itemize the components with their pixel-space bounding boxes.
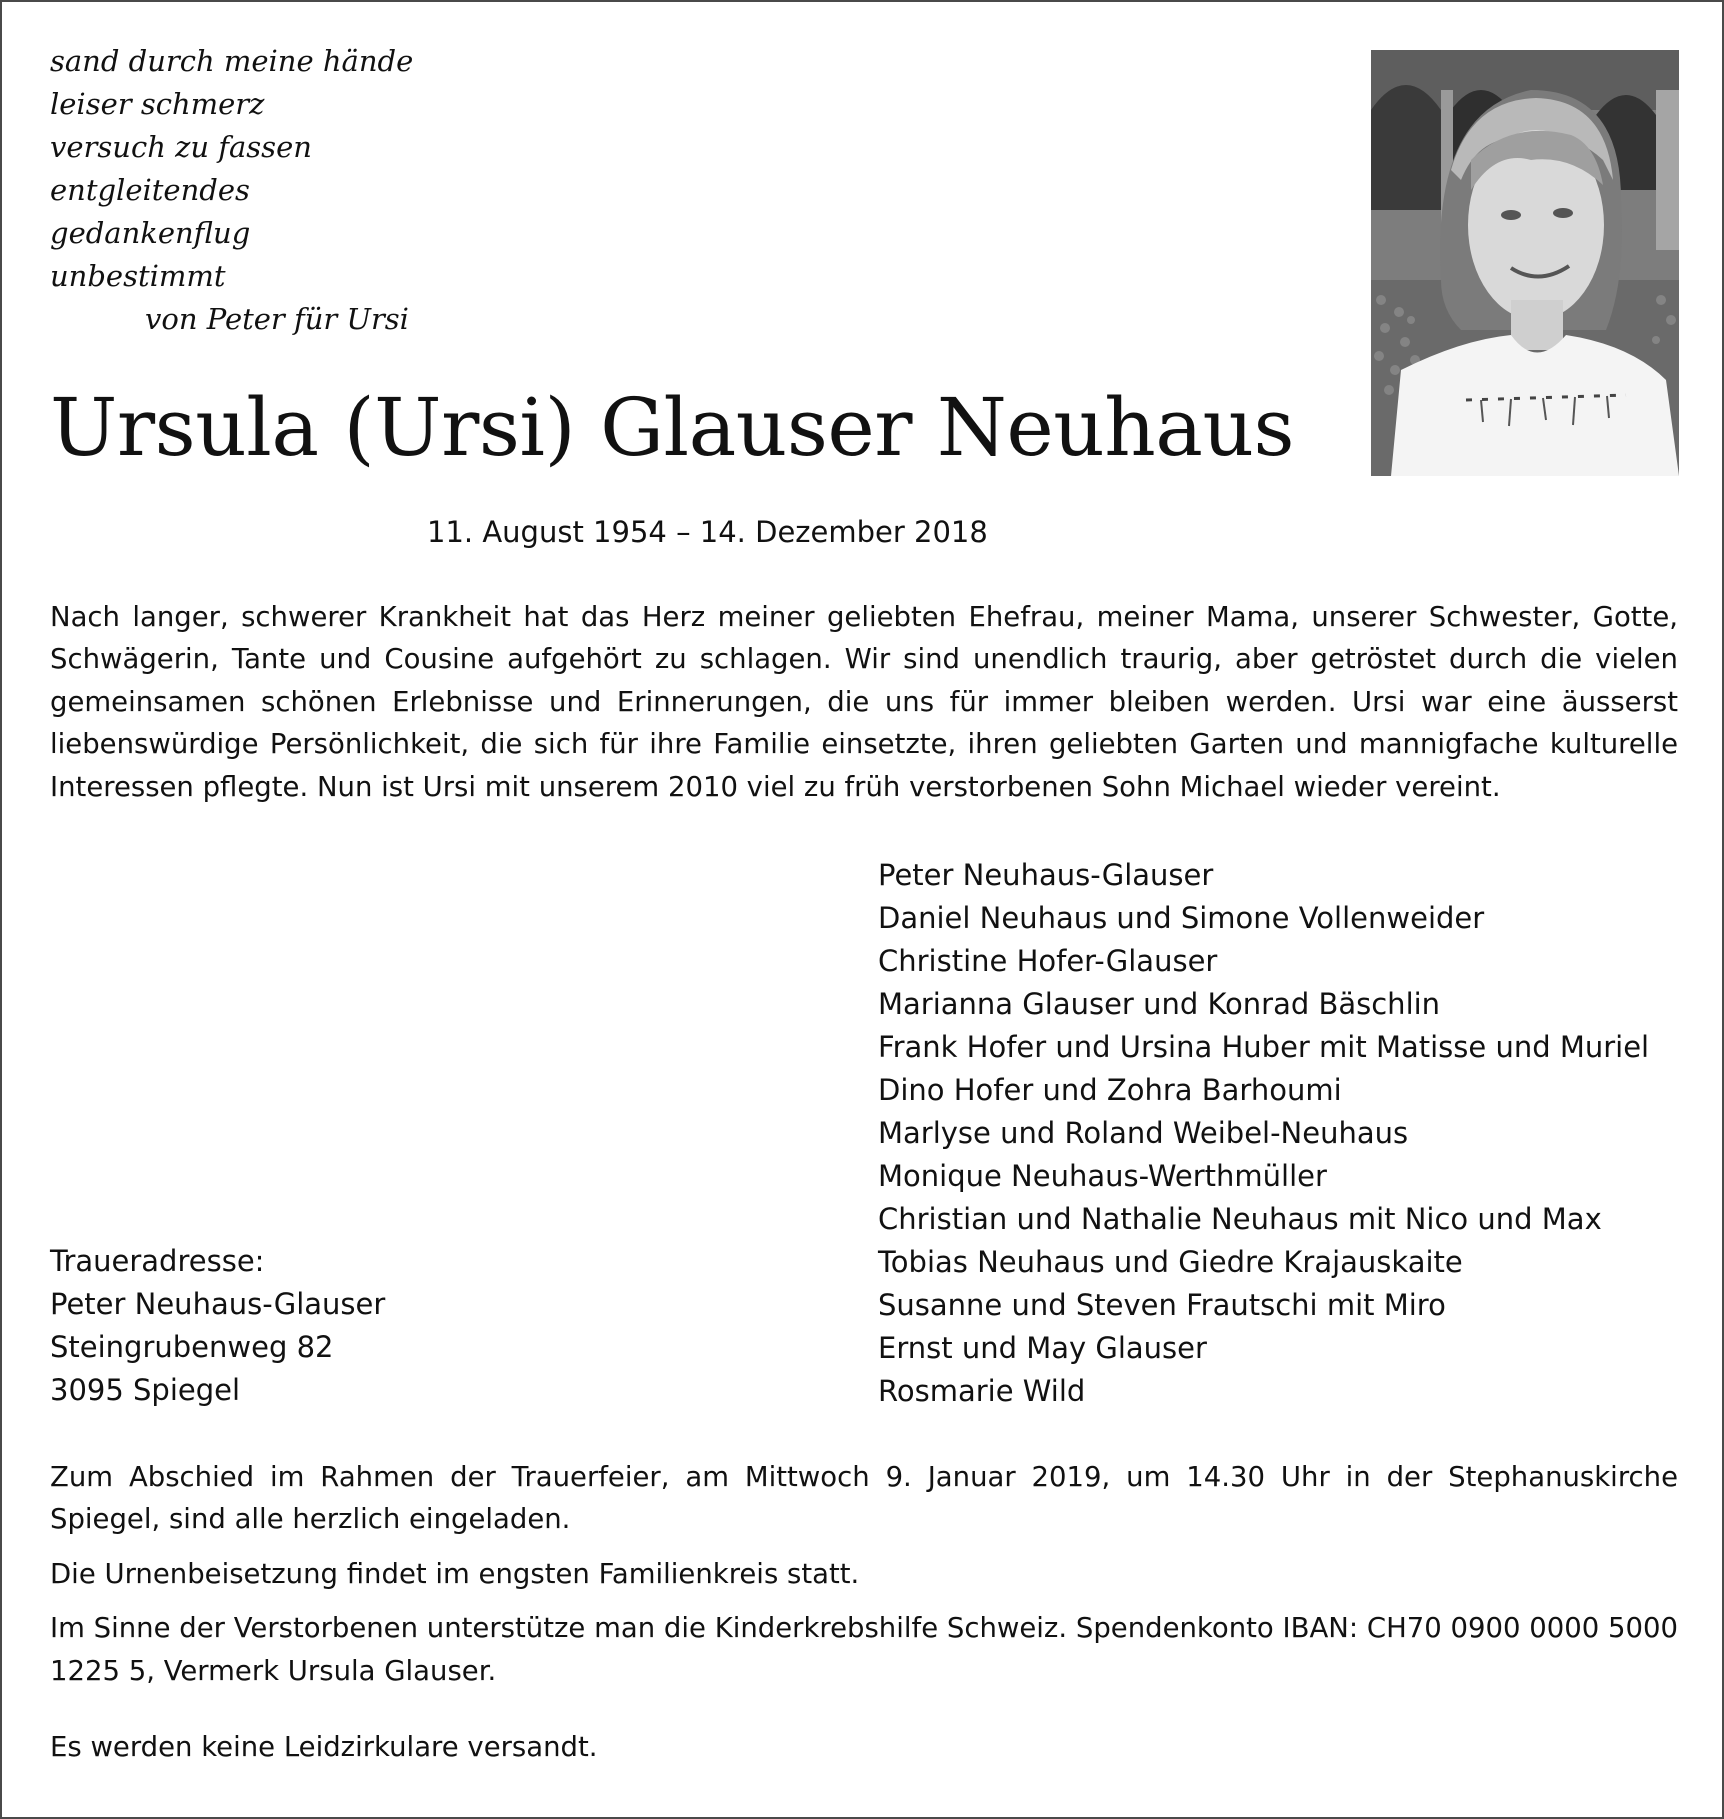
- mourning-address: [50, 1240, 385, 1412]
- mourner: Peter Neuhaus-Glauser: [878, 858, 1214, 892]
- poem-line: sand durch meine hände: [50, 44, 414, 78]
- poem-signature: von Peter für Ursi: [145, 302, 409, 336]
- mourner: Susanne und Steven Frautschi mit Miro: [878, 1288, 1446, 1322]
- address-city: 3095 Spiegel: [50, 1373, 241, 1407]
- closing-section: [50, 1456, 1678, 1780]
- mourner: Monique Neuhaus-Werthmüller: [878, 1159, 1327, 1193]
- life-dates: 11. August 1954 – 14. Dezember 2018: [427, 515, 988, 549]
- mourner: Daniel Neuhaus und Simone Vollenweider: [878, 901, 1485, 935]
- mourner: Marianna Glauser und Konrad Bäschlin: [878, 987, 1441, 1021]
- poem: [50, 40, 413, 341]
- poem-line: entgleitendes: [50, 173, 250, 207]
- poem-line: unbestimmt: [50, 259, 226, 293]
- deceased-name: Ursula (Ursi) Glauser Neuhaus: [50, 381, 1295, 474]
- address-street: Steingrubenweg 82: [50, 1330, 334, 1364]
- ceremony-paragraph: Zum Abschied im Rahmen der Trauerfeier, am Mittwoch 9. Januar 2019, um 14.30 Uhr in der Stephanuskirche Spiegel, sind alle herzlich eingeladen.: [50, 1461, 1678, 1536]
- poem-line: versuch zu fassen: [50, 130, 312, 164]
- address-name: Peter Neuhaus-Glauser: [50, 1287, 386, 1321]
- mourner: Frank Hofer und Ursina Huber mit Matisse und Muriel: [878, 1030, 1650, 1064]
- mourner: Rosmarie Wild: [878, 1374, 1086, 1408]
- mourner: Christine Hofer-Glauser: [878, 944, 1218, 978]
- burial-paragraph: Die Urnenbeisetzung findet im engsten Familienkreis statt.: [50, 1557, 860, 1590]
- mourner: Dino Hofer und Zohra Barhoumi: [878, 1073, 1342, 1107]
- mourner: Tobias Neuhaus und Giedre Krajauskaite: [878, 1245, 1463, 1279]
- portrait-photo: [1371, 50, 1679, 476]
- intro-paragraph: Nach langer, schwerer Krankheit hat das Herz meiner geliebten Ehefrau, meiner Mama, unserer Schwester, Gotte, Schwägerin, Tante und Cousine aufgehört zu schlagen. Wir sind unendlich traurig, aber getröstet durch die vielen gemeinsamen schönen Erlebnisse und Erinnerungen, die uns für immer bleiben werden. Ursi war eine äusserst liebenswürdige Persönlichkeit, die sich für ihre Familie einsetzte, ihren geliebten Garten und mannigfache kulturelle Interessen pflegte. Nun ist Ursi mit unserem 2010 viel zu früh verstorbenen Sohn Michael wieder vereint.: [50, 601, 1678, 803]
- donation-paragraph: Im Sinne der Verstorbenen unterstütze man die Kinderkrebshilfe Schweiz. Spendenkonto IBAN: CH70 0900 0000 5000 1225 5, Vermerk Ursula Glauser.: [50, 1612, 1678, 1687]
- mourners-list: [878, 854, 1649, 1413]
- poem-line: leiser schmerz: [50, 87, 265, 121]
- address-label: Traueradresse:: [50, 1244, 265, 1278]
- mourner: Ernst und May Glauser: [878, 1331, 1207, 1365]
- poem-line: gedankenflug: [50, 216, 251, 250]
- no-circulars-note: Es werden keine Leidzirkulare versandt.: [50, 1731, 598, 1764]
- mourner: Marlyse und Roland Weibel-Neuhaus: [878, 1116, 1409, 1150]
- mourner: Christian und Nathalie Neuhaus mit Nico und Max: [878, 1202, 1602, 1236]
